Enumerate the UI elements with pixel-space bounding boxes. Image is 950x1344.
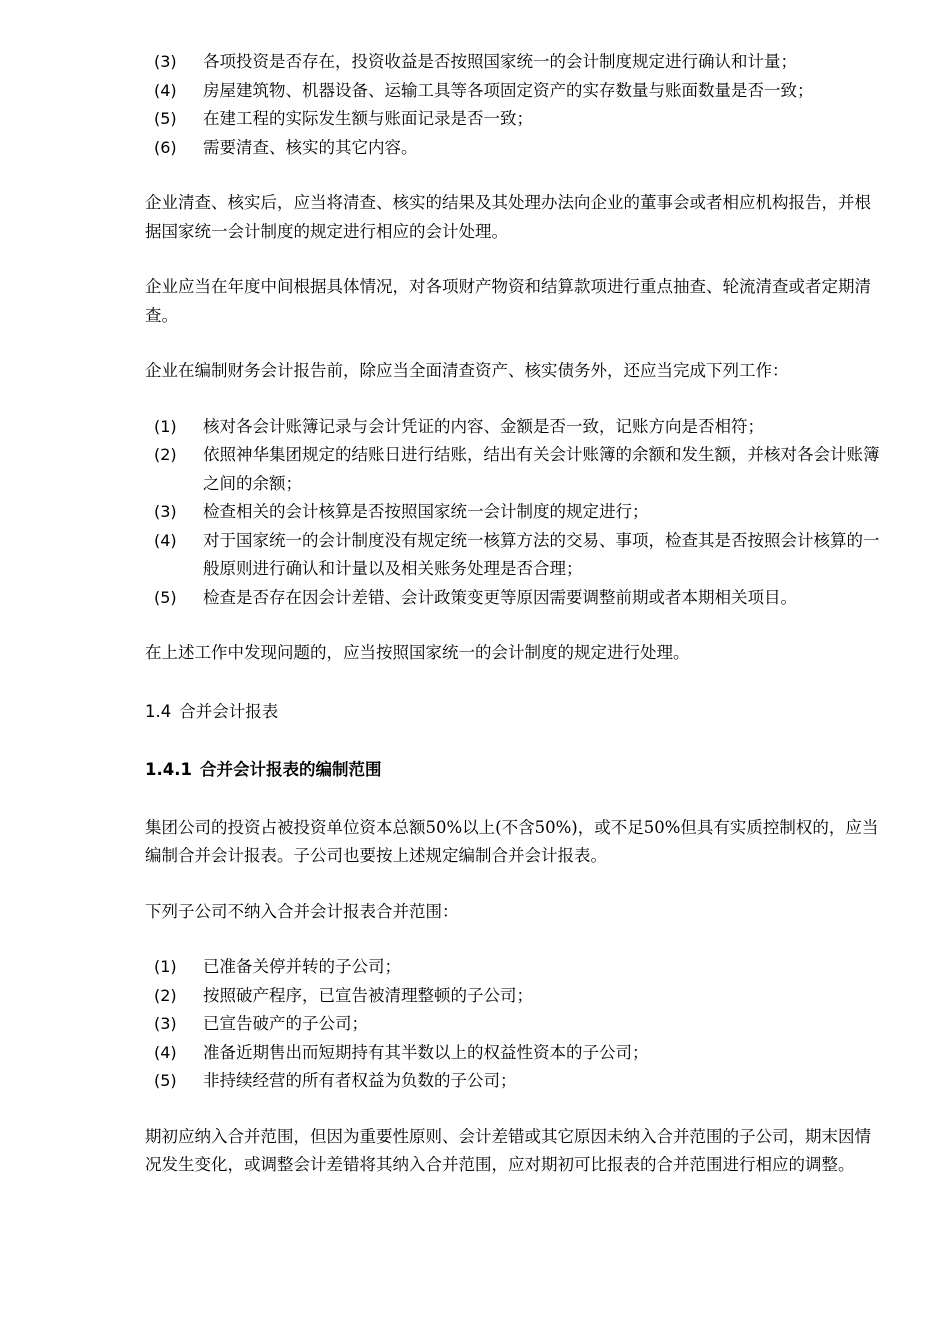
section-title: 合并会计报表 — [179, 701, 279, 721]
paragraph: 在上述工作中发现问题的，应当按照国家统一的会计制度的规定进行处理。 — [145, 643, 690, 662]
list-item — [145, 584, 885, 613]
section-number: 1.4 — [145, 701, 172, 721]
list-item — [145, 1039, 885, 1068]
list-item-text: 检查是否存在因会计差错、会计政策变更等原因需要调整前期或者本期相关项目。 — [203, 587, 797, 607]
paragraph: 企业在编制财务会计报告前，除应当全面清查资产、核实债务外，还应当完成下列工作： — [145, 361, 789, 380]
list-item — [145, 498, 885, 527]
list-item — [145, 48, 885, 77]
list-item-text: 按照破产程序，已宣告被清理整顿的子公司； — [203, 985, 533, 1005]
list-item-number: (5) — [154, 109, 177, 128]
verification-items-list — [145, 48, 885, 162]
list-item-text: 已准备关停并转的子公司； — [203, 957, 401, 976]
section-heading — [145, 698, 885, 726]
list-item — [145, 527, 885, 584]
paragraph: 企业应当在年度中间根据具体情况，对各项财产物资和结算款项进行重点抽查、轮流清查或者定期清查。 — [145, 277, 871, 325]
paragraph: 企业清查、核实后，应当将清查、核实的结果及其处理办法向企业的董事会或者相应机构报告，并根据国家统一会计制度的规定进行相应的会计处理。 — [145, 193, 871, 241]
list-item-number: (1) — [154, 416, 177, 436]
list-item-text: 房屋建筑物、机器设备、运输工具等各项固定资产的实存数量与账面数量是否一致； — [203, 80, 814, 100]
list-item — [145, 105, 885, 134]
list-item — [145, 982, 885, 1011]
list-item-text: 非持续经营的所有者权益为负数的子公司； — [203, 1071, 517, 1090]
list-item-number: (3) — [154, 52, 177, 71]
list-item-text: 已宣告破产的子公司； — [203, 1014, 368, 1033]
list-item-number: (5) — [154, 1071, 177, 1090]
excluded-subsidiaries-list — [145, 953, 885, 1096]
list-item — [145, 953, 885, 982]
list-item-text: 依照神华集团规定的结账日进行结账，结出有关会计账簿的余额和发生额，并核对各会计账簿之间的余额； — [203, 445, 880, 493]
list-item-number: (6) — [154, 137, 177, 157]
list-item-number: (3) — [154, 1014, 177, 1033]
list-item-text: 检查相关的会计核算是否按照国家统一会计制度的规定进行； — [203, 502, 649, 521]
list-item-number: (3) — [154, 502, 177, 521]
list-item-number: (2) — [154, 445, 177, 464]
list-item-number: (2) — [154, 985, 177, 1005]
paragraph: 下列子公司不纳入合并会计报表合并范围： — [145, 901, 459, 921]
list-item — [145, 1067, 885, 1096]
list-item-number: (5) — [154, 587, 177, 607]
list-item-number: (1) — [154, 957, 177, 976]
list-item-text: 在建工程的实际发生额与账面记录是否一致； — [203, 109, 533, 128]
list-item — [145, 134, 885, 163]
list-item — [145, 1010, 885, 1039]
list-item-text: 需要清查、核实的其它内容。 — [203, 137, 418, 157]
list-item — [145, 441, 885, 498]
paragraph: 期初应纳入合并范围，但因为重要性原则、会计差错或其它原因未纳入合并范围的子公司，期末因情况发生变化，或调整会计差错将其纳入合并范围，应对期初可比报表的合并范围进行相应的调整。 — [145, 1126, 871, 1174]
pre-report-tasks-list — [145, 413, 885, 613]
list-item — [145, 77, 885, 106]
list-item-text: 对于国家统一的会计制度没有规定统一核算方法的交易、事项，检查其是否按照会计核算的一般原则进行确认和计量以及相关账务处理是否合理； — [203, 530, 880, 578]
subsection-title: 合并会计报表的编制范围 — [199, 759, 382, 779]
list-item-number: (4) — [154, 530, 177, 550]
subsection-number: 1.4.1 — [145, 759, 192, 779]
list-item-text: 准备近期售出而短期持有其半数以上的权益性资本的子公司； — [203, 1042, 649, 1062]
list-item-text: 核对各会计账簿记录与会计凭证的内容、金额是否一致，记账方向是否相符； — [203, 416, 764, 436]
list-item-text: 各项投资是否存在，投资收益是否按照国家统一的会计制度规定进行确认和计量； — [203, 52, 797, 71]
document-page — [145, 48, 885, 1180]
list-item — [145, 413, 885, 442]
subsection-heading — [145, 756, 885, 784]
list-item-number: (4) — [154, 1042, 177, 1062]
paragraph: 集团公司的投资占被投资单位资本总额50%以上(不含50%)，或不足50%但具有实质控制权的，应当编制合并会计报表。子公司也要按上述规定编制合并会计报表。 — [145, 817, 879, 865]
list-item-number: (4) — [154, 80, 177, 100]
